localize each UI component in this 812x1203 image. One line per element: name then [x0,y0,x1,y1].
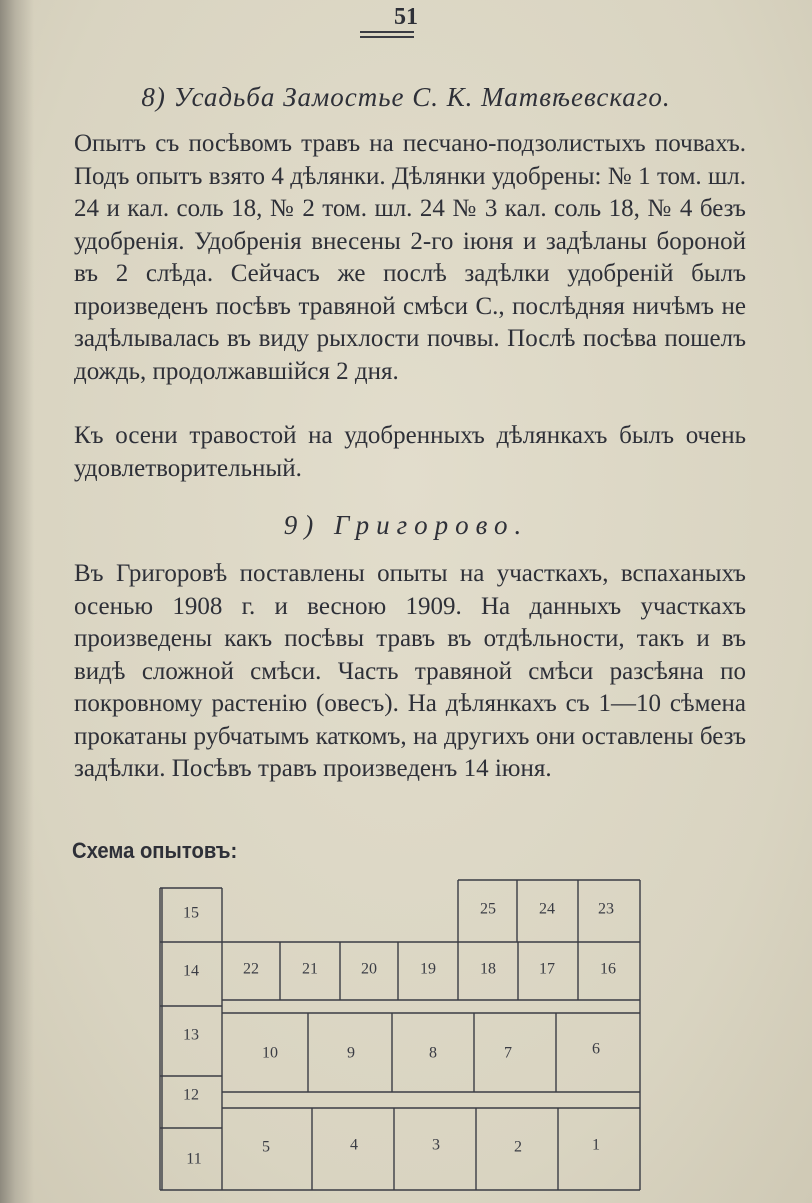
plot-label: 25 [480,900,496,918]
plot-label: 24 [539,900,555,918]
plot-label: 4 [350,1136,358,1154]
plot-label: 7 [504,1044,512,1062]
section-9-paragraph-1: Въ Григоровѣ поставлены опыты на участкахъ, вспаханыхъ осенью 1908 г. и весною 1909. На данныхъ участкахъ произведены какъ посѣвы травъ въ отдѣльности, такъ и въ видѣ сложной смѣси. Часть травяной смѣси разсѣяна по покровному растенію (овесъ). На дѣлянкахъ съ 1—10 сѣмена прокатаны рубчатымъ каткомъ, на другихъ они оставлены безъ задѣлки. Посѣвъ травъ произведенъ 14 іюня. [74,560,746,782]
plot-label: 23 [598,900,614,918]
scheme-title: Схема опытовъ: [72,838,238,863]
plot-label: 17 [539,960,555,978]
plot-label: 12 [183,1086,199,1104]
plot-label: 14 [183,962,199,980]
plot-label: 8 [429,1044,437,1062]
plot-label: 6 [592,1040,600,1058]
plot-label: 10 [262,1044,278,1062]
plot-label: 5 [262,1138,270,1156]
plot-label: 20 [361,960,377,978]
plot-label: 9 [347,1044,355,1062]
plot-label: 21 [302,960,318,978]
plot-label: 16 [600,960,616,978]
plot-label: 13 [183,1026,199,1044]
plot-label: 18 [480,960,496,978]
plot-label: 2 [514,1138,522,1156]
plot-label: 11 [186,1150,202,1168]
plot-label: 19 [420,960,436,978]
section-8-paragraph-1: Опытъ съ посѣвомъ травъ на песчано-подзолистыхъ почвахъ. Подъ опытъ взято 4 дѣлянки. Дѣлянки удобрены: № 1 том. шл. 24 и кал. соль 18, № 2 том. шл. 24 № 3 кал. соль 18, № 4 безъ удобренія. Удобренія внесены 2-го іюня и задѣланы бороной въ 2 слѣда. Сейчасъ же послѣ задѣлки удобреній былъ произведенъ посѣвъ травяной смѣси С., послѣдняя ничѣмъ не задѣлывалась въ виду рыхлости почвы. Послѣ посѣва пошелъ дождь, продолжавшійся 2 дня. [74,130,746,385]
plot-label: 3 [432,1136,440,1154]
section-8-paragraph-2: Къ осени травостой на удобренныхъ дѣлянкахъ былъ очень удовлетворительный. [74,422,746,482]
plot-label: 15 [183,904,199,922]
plot-label: 1 [592,1136,600,1154]
section-8-heading: 8) Усадьба Замостье С. К. Матвѣевскаго. [141,82,671,112]
page-number: 51 [394,4,418,30]
plot-label: 22 [243,960,259,978]
section-9-heading: 9) Григорово. [283,510,529,540]
